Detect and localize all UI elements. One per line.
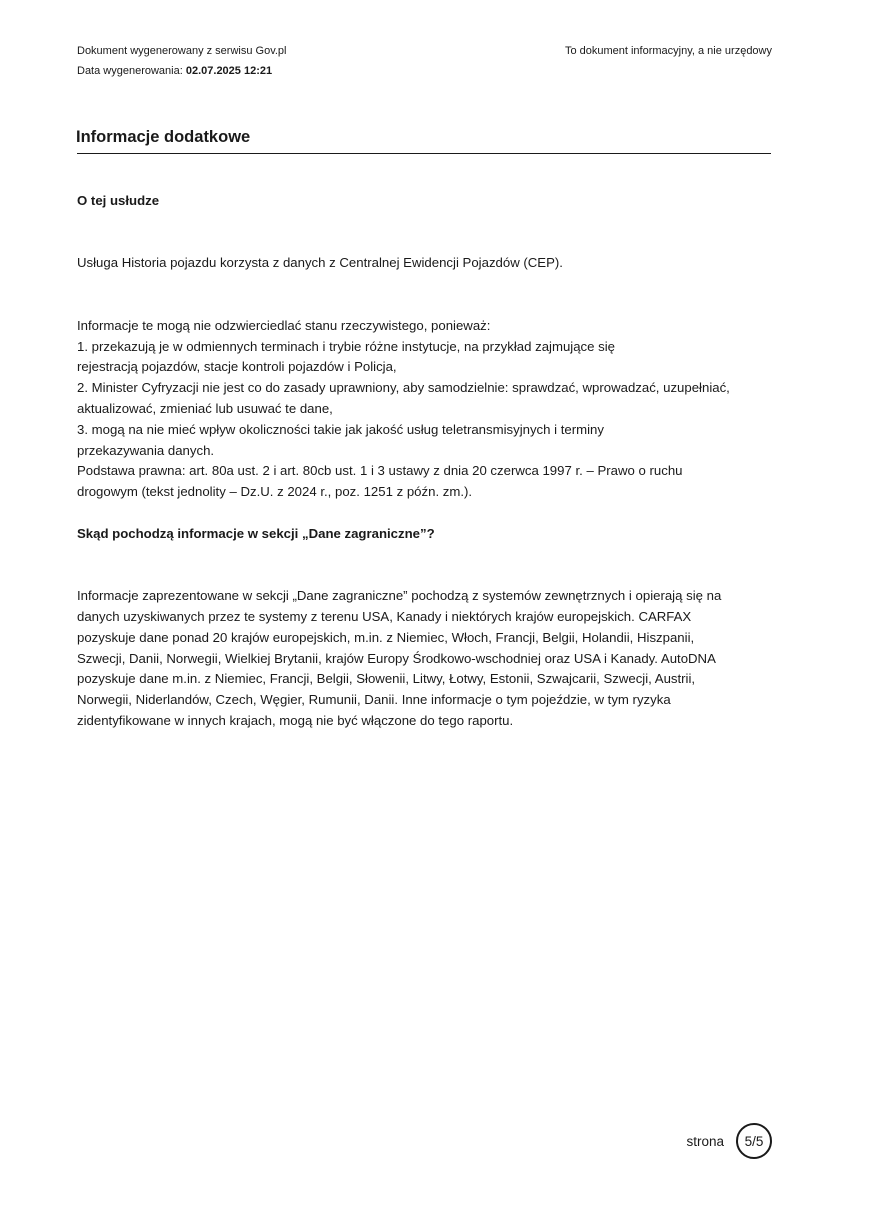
- foreign-data-line: zidentyfikowane w innych krajach, mogą nie być włączone do tego raportu.: [77, 712, 514, 728]
- foreign-data-line: Szwecji, Danii, Norwegii, Wielkiej Brytanii, krajów Europy Środkowo-wschodniej oraz USA i Kanady. AutoDNA: [77, 650, 716, 666]
- about-service-heading: O tej usłudze: [77, 193, 160, 208]
- reason-2-line-1: 2. Minister Cyfryzacji nie jest co do zasady uprawniony, aby samodzielnie: sprawdzać, wprowadzać, uzupełniać,: [77, 380, 730, 396]
- about-intro: Usługa Historia pojazdu korzysta z danych z Centralnej Ewidencji Pojazdów (CEP).: [77, 255, 563, 271]
- reason-1-line-2: rejestracją pojazdów, stacje kontroli pojazdów i Policja,: [77, 359, 397, 375]
- page-number-badge: [736, 1123, 772, 1159]
- section-title: Informacje dodatkowe: [76, 128, 251, 146]
- page-label: strona: [686, 1133, 724, 1149]
- legal-basis-line-2: drogowym (tekst jednolity – Dz.U. z 2024 r., poz. 1251 z późn. zm.).: [77, 484, 473, 500]
- disclaimer-text: To dokument informacyjny, a nie urzędowy: [564, 45, 772, 57]
- reason-2-line-2: aktualizować, zmieniać lub usuwać te dane,: [77, 400, 333, 416]
- document-body: [77, 191, 777, 732]
- generation-date: [77, 61, 287, 81]
- document-meta: [77, 41, 287, 81]
- generation-date-value: 02.07.2025 12:21: [185, 65, 273, 77]
- reasons-lead: Informacje te mogą nie odzwierciedlać stanu rzeczywistego, ponieważ:: [77, 317, 491, 333]
- foreign-data-line: Informacje zaprezentowane w sekcji „Dane zagraniczne” pochodzą z systemów zewnętrznych i opierają się na: [77, 588, 722, 604]
- foreign-data-line: pozyskuje dane m.in. z Niemiec, Francji, Belgii, Słowenii, Litwy, Łotwy, Estonii, Szwajcarii, Szwecji, Austrii,: [77, 671, 696, 687]
- generation-date-label: Data wygenerowania:: [77, 65, 183, 77]
- page-number: 5/5: [744, 1133, 764, 1149]
- foreign-data-line: Norwegii, Niderlandów, Czech, Węgier, Rumunii, Danii. Inne informacje o tym pojeździe, w tym ryzyka: [77, 692, 671, 708]
- title-divider: [77, 153, 771, 154]
- foreign-data-heading: Skąd pochodzą informacje w sekcji „Dane zagraniczne”?: [77, 525, 435, 541]
- generated-from-text: Dokument wygenerowany z serwisu Gov.pl: [77, 45, 287, 57]
- foreign-data-line: pozyskuje dane ponad 20 krajów europejskich, m.in. z Niemiec, Włoch, Francji, Belgii, Holandii, Hiszpanii,: [77, 629, 695, 645]
- foreign-data-line: danych uzyskiwanych przez te systemy z terenu USA, Kanady i niektórych krajów europejskich. CARFAX: [77, 608, 692, 624]
- reason-1-line-1: 1. przekazują je w odmiennych terminach i trybie różne instytucje, na przykład zajmujące się: [77, 338, 616, 354]
- page-footer: [686, 1123, 772, 1159]
- legal-basis-line-1: Podstawa prawna: art. 80a ust. 2 i art. 80cb ust. 1 i 3 ustawy z dnia 20 czerwca 1997 r. – Prawo o ruchu: [77, 463, 683, 479]
- reason-3-line-2: przekazywania danych.: [77, 442, 215, 458]
- reason-3-line-1: 3. mogą na nie mieć wpływ okoliczności takie jak jakość usług teletransmisyjnych i terminy: [77, 421, 604, 437]
